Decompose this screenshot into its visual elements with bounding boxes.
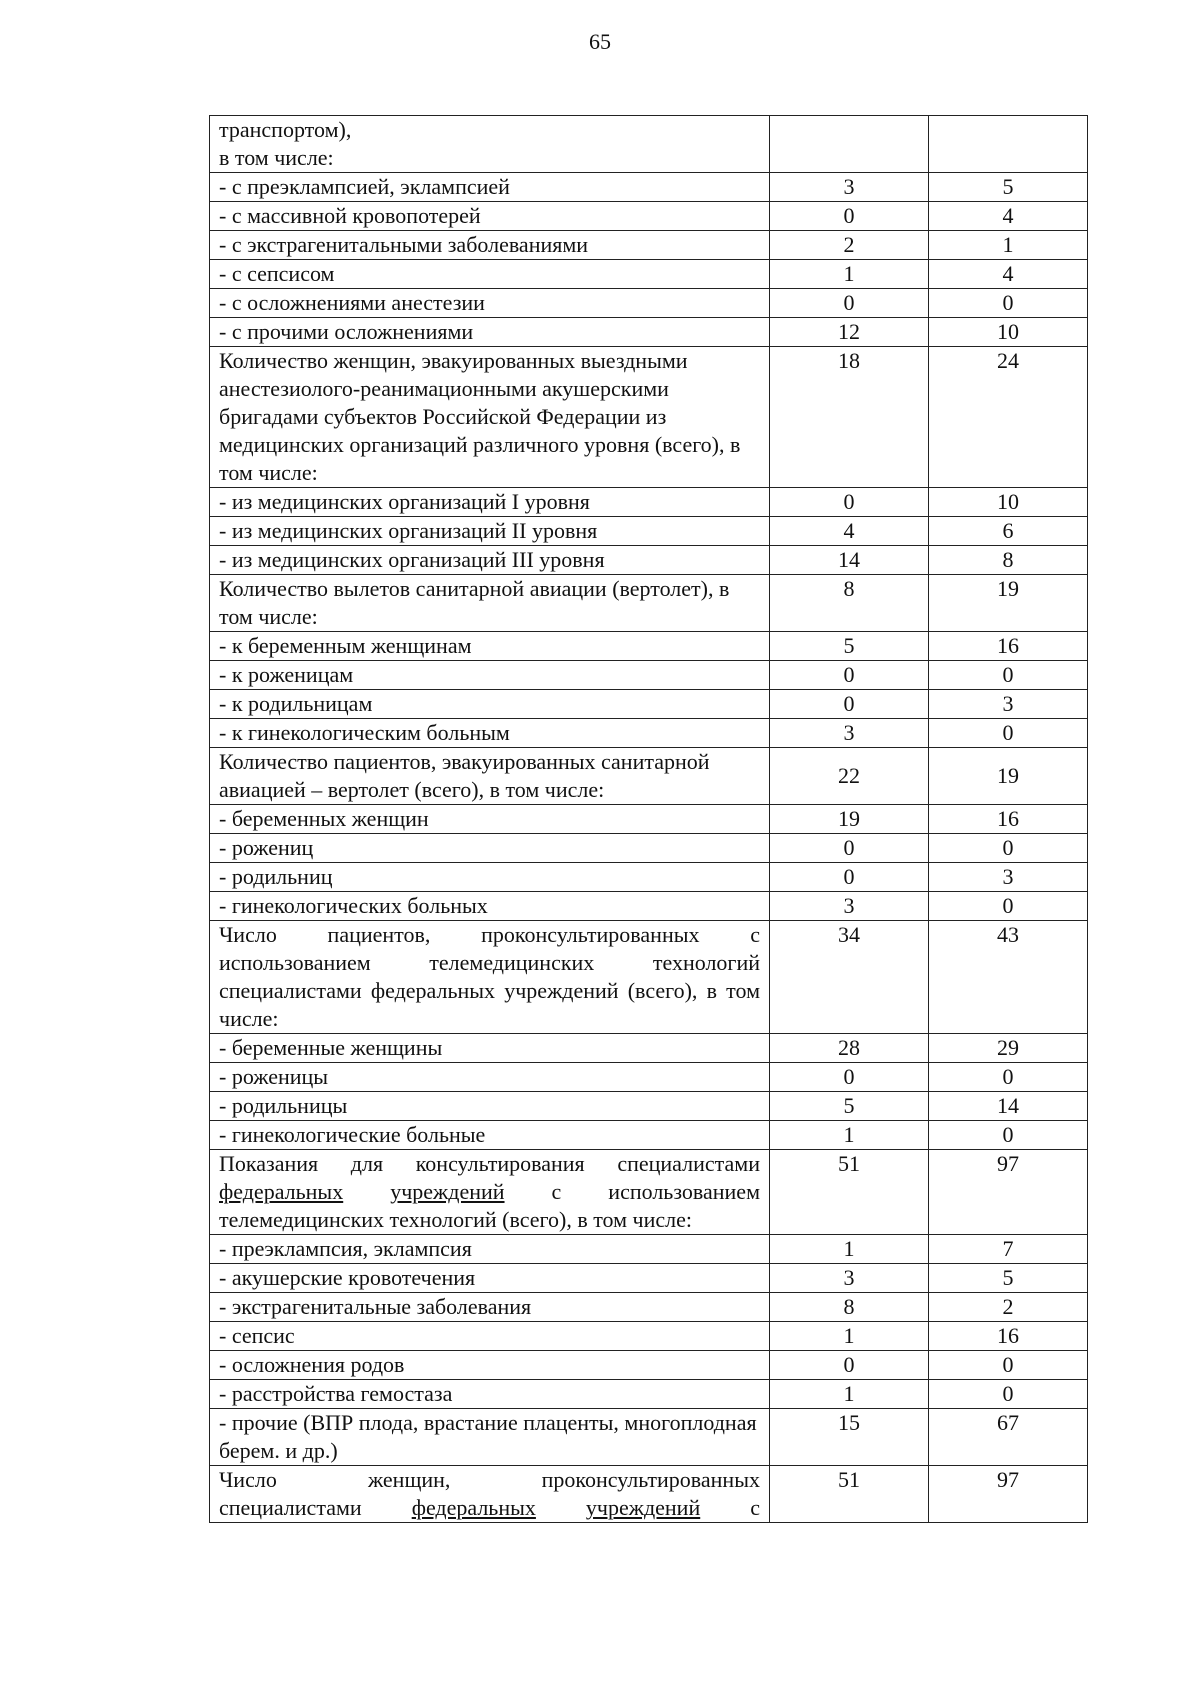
value-year-2: 16 bbox=[929, 805, 1088, 834]
value-year-2: 0 bbox=[929, 1351, 1088, 1380]
value-year-2: 5 bbox=[929, 173, 1088, 202]
table-row bbox=[210, 1063, 1088, 1092]
table-row bbox=[210, 260, 1088, 289]
row-label: - прочие (ВПР плода, врастание плаценты, многоплодная берем. и др.) bbox=[210, 1409, 770, 1466]
value-year-1: 0 bbox=[770, 834, 929, 863]
table-row bbox=[210, 1351, 1088, 1380]
row-label-part: с использованием телемедицинских технологий (всего), в том числе: bbox=[219, 1179, 760, 1232]
underlined-text: учреждений bbox=[390, 1179, 505, 1204]
row-label: - с прочими осложнениями bbox=[210, 318, 770, 347]
row-label: - акушерские кровотечения bbox=[210, 1264, 770, 1293]
table-row bbox=[210, 289, 1088, 318]
row-label: - из медицинских организаций III уровня bbox=[210, 546, 770, 575]
row-label: - к роженицам bbox=[210, 661, 770, 690]
row-label: - с массивной кровопотерей bbox=[210, 202, 770, 231]
row-label: - к гинекологическим больным bbox=[210, 719, 770, 748]
row-label-part: специалистами bbox=[219, 1495, 362, 1520]
value-year-1: 8 bbox=[770, 1293, 929, 1322]
row-label: Количество женщин, эвакуированных выездными анестезиолого-реанимационными акушерскими бригадами субъектов Российской Федерации из медицинских организаций различного уровня (всего), в том числе: bbox=[210, 347, 770, 488]
value-year-2: 4 bbox=[929, 202, 1088, 231]
value-year-2: 4 bbox=[929, 260, 1088, 289]
value-year-2: 19 bbox=[929, 575, 1088, 632]
value-year-1: 0 bbox=[770, 690, 929, 719]
table-row bbox=[210, 575, 1088, 632]
table-row bbox=[210, 231, 1088, 260]
value-year-2: 8 bbox=[929, 546, 1088, 575]
value-year-2: 19 bbox=[929, 748, 1088, 805]
row-label: - с экстрагенитальными заболеваниями bbox=[210, 231, 770, 260]
row-label-part: с bbox=[750, 1495, 761, 1520]
value-year-1: 19 bbox=[770, 805, 929, 834]
row-label: - гинекологических больных bbox=[210, 892, 770, 921]
value-year-2: 0 bbox=[929, 289, 1088, 318]
value-year-2: 0 bbox=[929, 1121, 1088, 1150]
value-year-1: 51 bbox=[770, 1150, 929, 1235]
row-label: Количество вылетов санитарной авиации (вертолет), в том числе: bbox=[210, 575, 770, 632]
row-label-line bbox=[219, 1494, 760, 1522]
value-year-2: 10 bbox=[929, 488, 1088, 517]
table-row bbox=[210, 1150, 1088, 1235]
underlined-text: федеральных bbox=[411, 1495, 536, 1520]
row-label: - беременные женщины bbox=[210, 1034, 770, 1063]
table-row bbox=[210, 347, 1088, 488]
row-label: Количество пациентов, эвакуированных санитарной авиацией – вертолет (всего), в том числе: bbox=[210, 748, 770, 805]
row-label bbox=[210, 1150, 770, 1235]
table-row bbox=[210, 921, 1088, 1034]
row-label: - беременных женщин bbox=[210, 805, 770, 834]
value-year-2: 0 bbox=[929, 719, 1088, 748]
value-year-1: 0 bbox=[770, 661, 929, 690]
value-year-2: 0 bbox=[929, 892, 1088, 921]
value-year-2: 16 bbox=[929, 1322, 1088, 1351]
row-label: - с преэклампсией, эклампсией bbox=[210, 173, 770, 202]
value-year-1: 1 bbox=[770, 1121, 929, 1150]
value-year-2: 7 bbox=[929, 1235, 1088, 1264]
value-year-2: 0 bbox=[929, 1380, 1088, 1409]
row-label: - рожениц bbox=[210, 834, 770, 863]
table-row bbox=[210, 546, 1088, 575]
page-number: 65 bbox=[589, 29, 611, 54]
row-label-line: Число женщин, проконсультированных bbox=[219, 1467, 760, 1492]
row-label: - родильницы bbox=[210, 1092, 770, 1121]
table-row bbox=[210, 1034, 1088, 1063]
row-label: - сепсис bbox=[210, 1322, 770, 1351]
underlined-text: федеральных bbox=[219, 1179, 344, 1204]
table-row bbox=[210, 1380, 1088, 1409]
row-label: - родильниц bbox=[210, 863, 770, 892]
row-label: Число пациентов, проконсультированных с использованием телемедицинских технологий специалистами федеральных учреждений (всего), в том числе: bbox=[210, 921, 770, 1034]
value-year-2: 16 bbox=[929, 632, 1088, 661]
value-year-1: 0 bbox=[770, 488, 929, 517]
table-row bbox=[210, 1293, 1088, 1322]
value-year-2: 0 bbox=[929, 1063, 1088, 1092]
row-label: - роженицы bbox=[210, 1063, 770, 1092]
value-year-1: 4 bbox=[770, 517, 929, 546]
value-year-1: 1 bbox=[770, 1235, 929, 1264]
value-year-2: 3 bbox=[929, 690, 1088, 719]
value-year-1: 1 bbox=[770, 260, 929, 289]
value-year-2: 2 bbox=[929, 1293, 1088, 1322]
table-row bbox=[210, 661, 1088, 690]
table-row bbox=[210, 1322, 1088, 1351]
value-year-1: 34 bbox=[770, 921, 929, 1034]
statistics-table bbox=[209, 115, 1088, 1523]
value-year-1: 0 bbox=[770, 1351, 929, 1380]
value-year-1: 22 bbox=[770, 748, 929, 805]
table-row bbox=[210, 805, 1088, 834]
value-year-2: 0 bbox=[929, 661, 1088, 690]
row-label: - из медицинских организаций I уровня bbox=[210, 488, 770, 517]
value-year-2: 24 bbox=[929, 347, 1088, 488]
value-year-2: 10 bbox=[929, 318, 1088, 347]
value-year-1: 2 bbox=[770, 231, 929, 260]
value-year-2: 3 bbox=[929, 863, 1088, 892]
table-row bbox=[210, 1466, 1088, 1523]
row-label: - к родильницам bbox=[210, 690, 770, 719]
row-label: - к беременным женщинам bbox=[210, 632, 770, 661]
value-year-1: 15 bbox=[770, 1409, 929, 1466]
table-row bbox=[210, 202, 1088, 231]
value-year-2: 14 bbox=[929, 1092, 1088, 1121]
table-row bbox=[210, 1235, 1088, 1264]
table-row bbox=[210, 116, 1088, 173]
value-year-1: 14 bbox=[770, 546, 929, 575]
value-year-1: 0 bbox=[770, 202, 929, 231]
value-year-2: 29 bbox=[929, 1034, 1088, 1063]
row-label: транспортом), в том числе: bbox=[210, 116, 770, 173]
value-year-2 bbox=[929, 116, 1088, 173]
table-row bbox=[210, 488, 1088, 517]
table-row bbox=[210, 834, 1088, 863]
table-row bbox=[210, 863, 1088, 892]
row-label: - гинекологические больные bbox=[210, 1121, 770, 1150]
value-year-1: 5 bbox=[770, 1092, 929, 1121]
row-label bbox=[210, 1466, 770, 1523]
value-year-1: 3 bbox=[770, 719, 929, 748]
table-row bbox=[210, 318, 1088, 347]
row-label: - экстрагенитальные заболевания bbox=[210, 1293, 770, 1322]
value-year-1: 8 bbox=[770, 575, 929, 632]
value-year-1: 12 bbox=[770, 318, 929, 347]
row-label-part: Показания для консультирования специалистами bbox=[219, 1151, 760, 1176]
value-year-1: 3 bbox=[770, 173, 929, 202]
table-row bbox=[210, 1092, 1088, 1121]
value-year-1: 3 bbox=[770, 1264, 929, 1293]
value-year-1: 1 bbox=[770, 1380, 929, 1409]
table-row bbox=[210, 719, 1088, 748]
table-row bbox=[210, 690, 1088, 719]
row-label: - из медицинских организаций II уровня bbox=[210, 517, 770, 546]
value-year-1: 18 bbox=[770, 347, 929, 488]
table-row bbox=[210, 517, 1088, 546]
value-year-1: 1 bbox=[770, 1322, 929, 1351]
table-row bbox=[210, 892, 1088, 921]
value-year-1: 0 bbox=[770, 289, 929, 318]
value-year-1: 0 bbox=[770, 1063, 929, 1092]
value-year-1 bbox=[770, 116, 929, 173]
value-year-2: 67 bbox=[929, 1409, 1088, 1466]
underlined-text: учреждений bbox=[585, 1495, 701, 1520]
value-year-2: 0 bbox=[929, 834, 1088, 863]
row-label: - с сепсисом bbox=[210, 260, 770, 289]
table-row bbox=[210, 632, 1088, 661]
value-year-1: 51 bbox=[770, 1466, 929, 1523]
table-row bbox=[210, 173, 1088, 202]
table-row bbox=[210, 1121, 1088, 1150]
value-year-1: 0 bbox=[770, 863, 929, 892]
value-year-2: 97 bbox=[929, 1150, 1088, 1235]
table-row bbox=[210, 1409, 1088, 1466]
row-label: - преэклампсия, эклампсия bbox=[210, 1235, 770, 1264]
value-year-2: 43 bbox=[929, 921, 1088, 1034]
value-year-2: 5 bbox=[929, 1264, 1088, 1293]
row-label: - расстройства гемостаза bbox=[210, 1380, 770, 1409]
table-row bbox=[210, 1264, 1088, 1293]
value-year-2: 1 bbox=[929, 231, 1088, 260]
row-label: - осложнения родов bbox=[210, 1351, 770, 1380]
table-row bbox=[210, 748, 1088, 805]
value-year-1: 5 bbox=[770, 632, 929, 661]
value-year-1: 28 bbox=[770, 1034, 929, 1063]
value-year-2: 97 bbox=[929, 1466, 1088, 1523]
row-label: - с осложнениями анестезии bbox=[210, 289, 770, 318]
value-year-1: 3 bbox=[770, 892, 929, 921]
value-year-2: 6 bbox=[929, 517, 1088, 546]
